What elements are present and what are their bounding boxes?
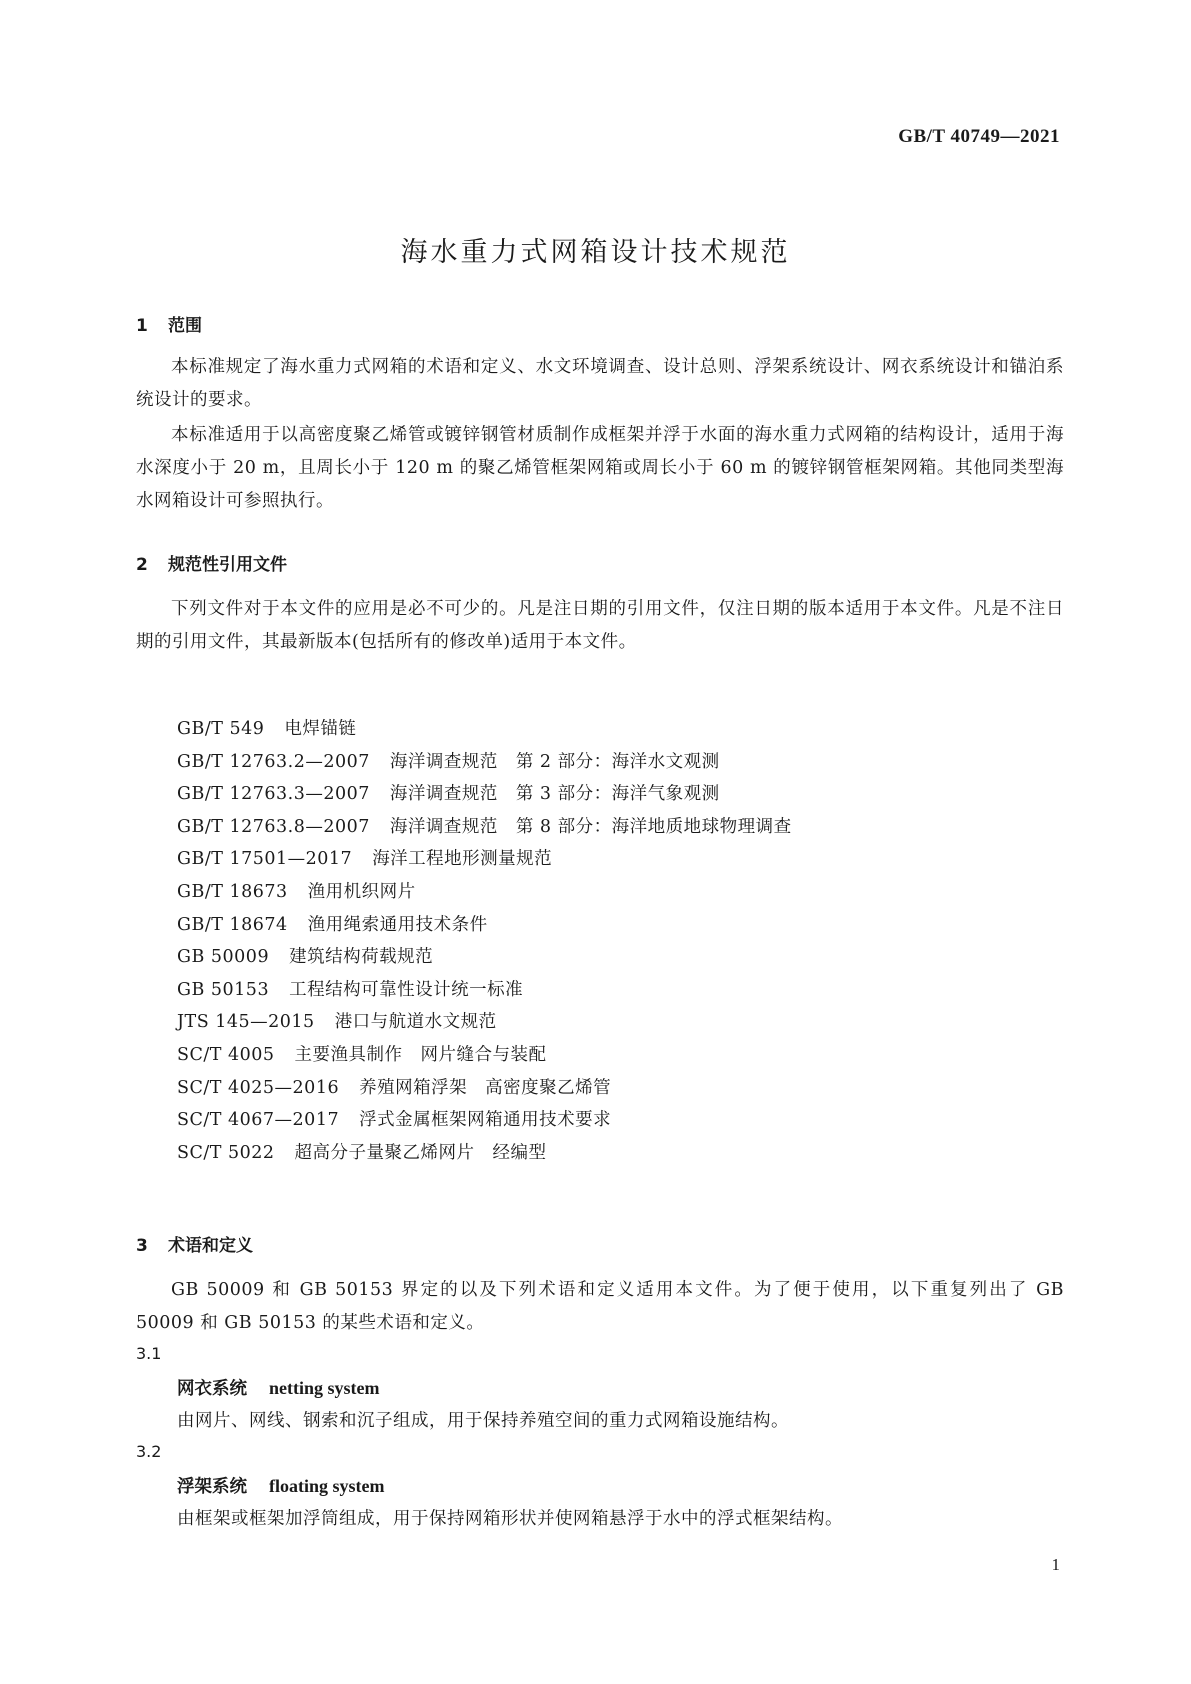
document-title: 海水重力式网箱设计技术规范 — [400, 237, 791, 268]
reference-title: 浮式金属框架网箱通用技术要求 — [359, 1110, 612, 1131]
reference-title: 港口与航道水文规范 — [334, 1012, 497, 1033]
terms-intro: GB 50009 和 GB 50153 界定的以及下列术语和定义适用本文件。为了便于使用，以下重复列出了 GB 50009 和 GB 50153 的某些术语和定义。 — [136, 1280, 1064, 1333]
clause-number-3-2: 3.2 — [136, 1442, 162, 1461]
reference-code: SC/T 5022 — [177, 1142, 275, 1163]
reference-item — [177, 1104, 792, 1137]
reference-item — [177, 811, 792, 844]
section-number: 1 — [136, 316, 148, 336]
reference-item — [177, 1137, 792, 1170]
reference-title: 渔用机织网片 — [307, 881, 416, 902]
reference-code: SC/T 4025—2016 — [177, 1077, 340, 1098]
reference-code: JTS 145—2015 — [177, 1012, 315, 1033]
section-number: 2 — [136, 555, 148, 575]
reference-item — [177, 843, 792, 876]
term-zh: 浮架系统 — [177, 1477, 247, 1497]
reference-title: 海洋工程地形测量规范 — [372, 849, 553, 870]
reference-title: 海洋调查规范 第 3 部分：海洋气象观测 — [389, 784, 720, 805]
reference-item — [177, 876, 792, 909]
section-number: 3 — [136, 1236, 148, 1256]
reference-item — [177, 1072, 792, 1105]
reference-code: GB/T 12763.8—2007 — [177, 816, 370, 837]
clause-number-3-1: 3.1 — [136, 1344, 162, 1363]
page-number: 1 — [1051, 1555, 1060, 1574]
definition-floating-system: 由框架或框架加浮筒组成，用于保持网箱形状并使网箱悬浮于水中的浮式框架结构。 — [177, 1509, 843, 1529]
reference-item — [177, 974, 792, 1007]
reference-title: 主要渔具制作 网片缝合与装配 — [294, 1044, 547, 1065]
reference-title: 工程结构可靠性设计统一标准 — [289, 979, 524, 1000]
definition-netting-system: 由网片、网线、钢索和沉子组成，用于保持养殖空间的重力式网箱设施结构。 — [177, 1411, 789, 1431]
reference-title: 建筑结构荷载规范 — [289, 947, 434, 968]
reference-code: SC/T 4005 — [177, 1044, 275, 1065]
reference-code: GB/T 12763.2—2007 — [177, 751, 370, 772]
term-floating-system — [177, 1473, 385, 1498]
reference-item — [177, 778, 792, 811]
reference-item — [177, 941, 792, 974]
reference-code: GB/T 18674 — [177, 914, 288, 935]
reference-title: 电焊锚链 — [284, 719, 357, 739]
reference-code: GB 50153 — [177, 979, 270, 1000]
reference-title: 海洋调查规范 第 2 部分：海洋水文观测 — [389, 751, 720, 772]
section-heading-scope — [136, 311, 202, 336]
reference-code: SC/T 4067—2017 — [177, 1110, 340, 1131]
reference-code: GB/T 549 — [177, 719, 265, 739]
reference-title: 海洋调查规范 第 8 部分：海洋地质地球物理调查 — [389, 816, 792, 837]
reference-item — [177, 713, 792, 746]
reference-item — [177, 1039, 792, 1072]
section-title: 范围 — [168, 316, 202, 336]
section-title: 规范性引用文件 — [168, 555, 287, 575]
term-en: floating system — [269, 1476, 385, 1496]
term-en: netting system — [269, 1378, 380, 1398]
reference-code: GB/T 12763.3—2007 — [177, 784, 370, 805]
term-zh: 网衣系统 — [177, 1379, 247, 1399]
reference-title: 超高分子量聚乙烯网片 经编型 — [294, 1142, 547, 1163]
reference-item — [177, 909, 792, 942]
standard-code: GB/T 40749—2021 — [898, 126, 1060, 147]
section-heading-terms — [136, 1231, 253, 1256]
section-title: 术语和定义 — [168, 1236, 253, 1256]
reference-code: GB 50009 — [177, 947, 270, 968]
section-heading-normative-references — [136, 550, 287, 575]
reference-item — [177, 1006, 792, 1039]
scope-paragraph-2: 本标准适用于以高密度聚乙烯管或镀锌钢管材质制作成框架并浮于水面的海水重力式网箱的结构设计，适用于海水深度小于 20 m，且周长小于 120 m 的聚乙烯管框架网箱或周长小于 60 m 的镀锌钢管框架网箱。其他同类型海水网箱设计可参照执行。 — [136, 425, 1064, 511]
reference-title: 渔用绳索通用技术条件 — [307, 914, 488, 935]
reference-list — [177, 713, 792, 1169]
reference-code: GB/T 18673 — [177, 881, 288, 902]
scope-paragraph-1: 本标准规定了海水重力式网箱的术语和定义、水文环境调查、设计总则、浮架系统设计、网衣系统设计和锚泊系统设计的要求。 — [136, 357, 1064, 410]
reference-item — [177, 746, 792, 779]
references-intro: 下列文件对于本文件的应用是必不可少的。凡是注日期的引用文件，仅注日期的版本适用于本文件。凡是不注日期的引用文件，其最新版本(包括所有的修改单)适用于本文件。 — [136, 599, 1064, 652]
reference-code: GB/T 17501—2017 — [177, 849, 353, 870]
reference-title: 养殖网箱浮架 高密度聚乙烯管 — [359, 1077, 612, 1098]
term-netting-system — [177, 1375, 380, 1400]
